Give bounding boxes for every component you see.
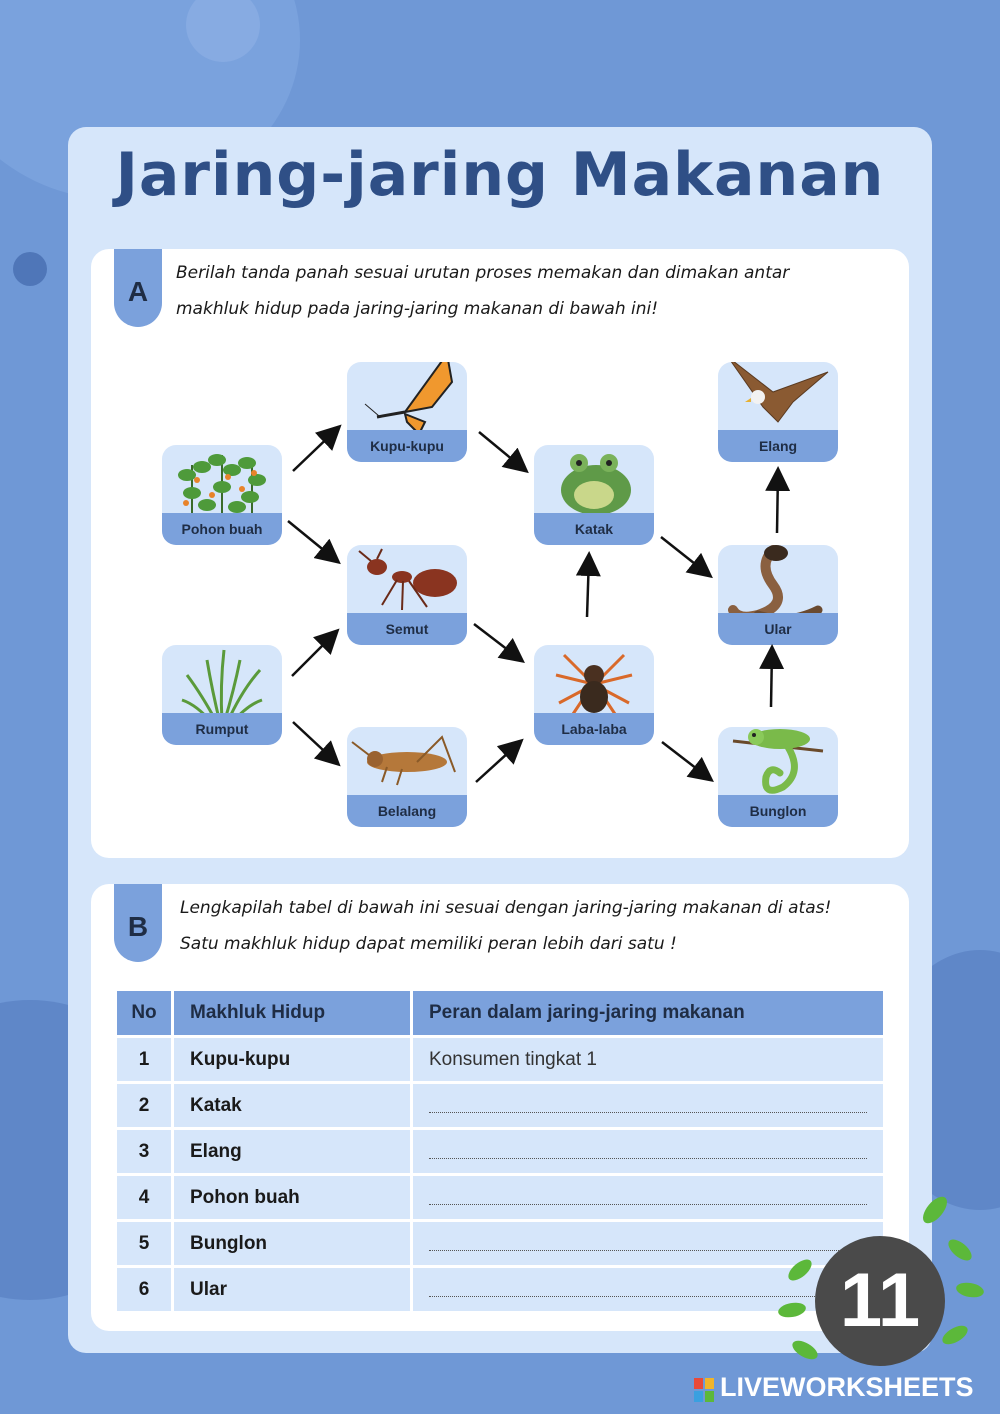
node-label: Ular bbox=[718, 613, 838, 645]
table-row bbox=[117, 1038, 883, 1081]
row-name: Ular bbox=[174, 1268, 410, 1311]
row-name: Bunglon bbox=[174, 1222, 410, 1265]
node-label: Kupu-kupu bbox=[347, 430, 467, 462]
table-row bbox=[117, 1176, 883, 1219]
row-no: 3 bbox=[117, 1130, 171, 1173]
row-name: Elang bbox=[174, 1130, 410, 1173]
row-no: 1 bbox=[117, 1038, 171, 1081]
brand-watermark: LIVEWORKSHEETS bbox=[720, 1372, 974, 1402]
header-no: No bbox=[117, 991, 171, 1035]
node-label: Pohon buah bbox=[162, 513, 282, 545]
section-b-instruction bbox=[180, 890, 831, 962]
row-role[interactable]: Konsumen tingkat 1 bbox=[413, 1038, 883, 1081]
row-name: Kupu-kupu bbox=[174, 1038, 410, 1081]
arrow-rumput-belalang bbox=[293, 722, 337, 763]
header-peran: Peran dalam jaring-jaring makanan bbox=[413, 991, 883, 1035]
table-row bbox=[117, 1268, 883, 1311]
arrow-rumput-semut bbox=[292, 632, 336, 676]
section-b-tag: B bbox=[114, 884, 162, 962]
section-a-tag: A bbox=[114, 249, 162, 327]
row-role-answer-field[interactable] bbox=[413, 1130, 883, 1173]
arrow-bunglon-ular bbox=[771, 649, 772, 707]
page-number-badge: 11 bbox=[815, 1236, 945, 1366]
table-row bbox=[117, 1084, 883, 1127]
row-name: Pohon buah bbox=[174, 1176, 410, 1219]
arrow-semut-laba bbox=[474, 624, 521, 660]
table-row bbox=[117, 1130, 883, 1173]
arrow-kupu-katak bbox=[479, 432, 525, 470]
answer-line[interactable] bbox=[429, 1112, 867, 1113]
node-label: Rumput bbox=[162, 713, 282, 745]
node-label: Laba-laba bbox=[534, 713, 654, 745]
row-name: Katak bbox=[174, 1084, 410, 1127]
row-no: 5 bbox=[117, 1222, 171, 1265]
arrow-katak-ular bbox=[661, 537, 709, 575]
section-b-instruction-line2: Satu makhluk hidup dapat memiliki peran lebih dari satu ! bbox=[180, 934, 677, 954]
answer-line[interactable] bbox=[429, 1158, 867, 1159]
table-header-row bbox=[117, 991, 883, 1035]
row-role-answer-field[interactable] bbox=[413, 1084, 883, 1127]
table-row bbox=[117, 1222, 883, 1265]
row-no: 6 bbox=[117, 1268, 171, 1311]
section-a-instruction-line2: makhluk hidup pada jaring-jaring makanan di bawah ini! bbox=[176, 299, 659, 319]
header-makhluk-hidup: Makhluk Hidup bbox=[174, 991, 410, 1035]
arrow-pohon-semut bbox=[288, 521, 337, 561]
node-label: Semut bbox=[347, 613, 467, 645]
node-label: Bunglon bbox=[718, 795, 838, 827]
liveworksheets-logo-icon bbox=[694, 1378, 714, 1402]
section-a-instruction-line1: Berilah tanda panah sesuai urutan proses memakan dan dimakan antar bbox=[176, 263, 790, 283]
row-no: 2 bbox=[117, 1084, 171, 1127]
node-label: Elang bbox=[718, 430, 838, 462]
row-no: 4 bbox=[117, 1176, 171, 1219]
node-label: Katak bbox=[534, 513, 654, 545]
arrow-laba-bunglon bbox=[662, 742, 710, 779]
arrow-laba-katak bbox=[587, 556, 589, 617]
arrow-belalang-laba bbox=[476, 742, 520, 782]
arrow-ular-elang bbox=[777, 471, 778, 533]
node-label: Belalang bbox=[347, 795, 467, 827]
section-b-instruction-line1: Lengkapilah tabel di bawah ini sesuai dengan jaring-jaring makanan di atas! bbox=[180, 898, 832, 918]
page-title: Jaring-jaring Makanan bbox=[115, 140, 885, 210]
arrow-pohon-kupu bbox=[293, 428, 338, 471]
